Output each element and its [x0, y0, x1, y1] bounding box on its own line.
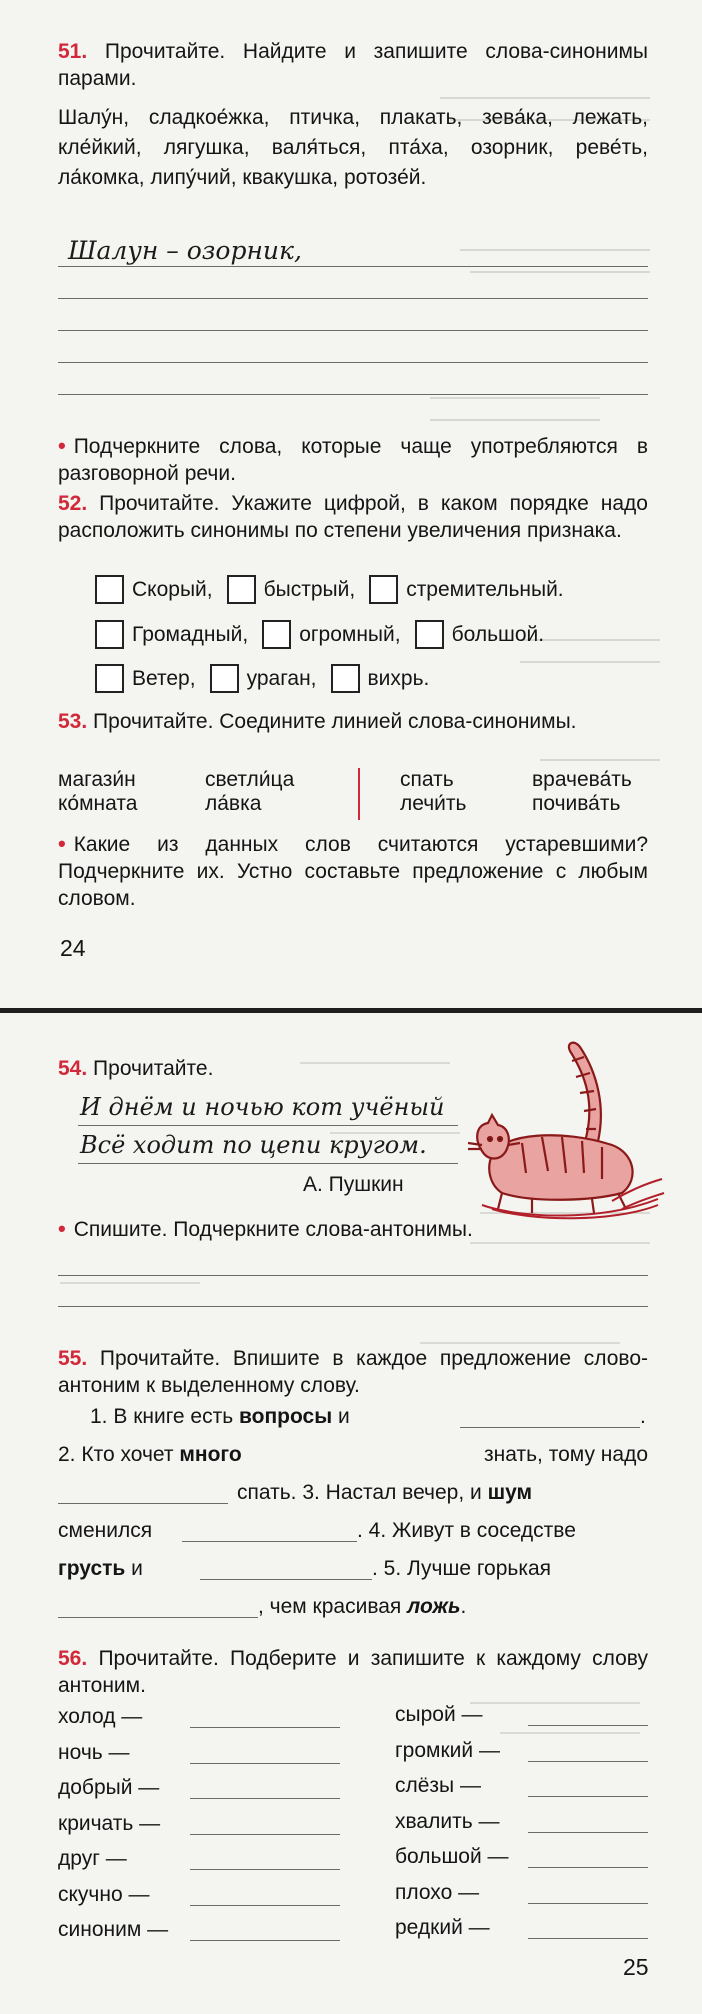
ex53-column-1 — [58, 768, 137, 816]
ex56-answer-line[interactable] — [190, 1940, 340, 1941]
ex56-text: Прочитайте. Подберите и запишите к каждому слову антоним. — [58, 1647, 648, 1697]
ex51-handwritten-answer: Шалун – озорник, — [68, 236, 302, 265]
ex52-word: Ветер, — [132, 666, 196, 690]
ex54-number: 54. — [58, 1057, 88, 1080]
ex56-dash: — — [99, 1847, 127, 1870]
ex55-s1-tail: и — [332, 1405, 350, 1428]
ex53-word[interactable]: почива́ть — [532, 792, 621, 815]
ex55-s5-tail: . 5. Лучше горькая — [372, 1557, 552, 1580]
ex55-text: Прочитайте. Впишите в каждое предложение слово-антоним к выделенному слову. — [58, 1347, 648, 1397]
ex53-word[interactable]: светли́ца — [205, 768, 295, 791]
ex56-right-row — [395, 1774, 481, 1798]
ex55-sentence-4b — [357, 1519, 576, 1543]
ex55-sentence-1 — [90, 1405, 350, 1429]
ex56-instruction — [58, 1645, 648, 1699]
ex51-words-part2: квакушка, ротозе́й. — [242, 166, 427, 189]
ex56-dash: — — [115, 1705, 143, 1728]
ex56-word: редкий — [395, 1916, 463, 1939]
ex55-instruction — [58, 1345, 648, 1399]
ex56-word: добрый — [58, 1776, 133, 1799]
ex55-blank-2[interactable] — [58, 1503, 228, 1504]
ex52-rank-box[interactable] — [227, 575, 256, 604]
ex56-right-row — [395, 1881, 479, 1905]
ex56-word: холод — [58, 1705, 116, 1728]
ex51-answer-line-5[interactable] — [58, 394, 648, 395]
ex56-answer-line[interactable] — [190, 1869, 340, 1870]
ex56-answer-line[interactable] — [528, 1938, 648, 1939]
ex52-word: Громадный, — [132, 622, 249, 646]
ex56-left-row — [58, 1918, 168, 1942]
ex55-sentence-2 — [58, 1443, 648, 1467]
ex56-right-row — [395, 1703, 483, 1727]
ex55-highlight-word: вопросы — [239, 1405, 333, 1428]
bullet-icon: • — [58, 1216, 66, 1241]
ex56-answer-line[interactable] — [190, 1834, 340, 1835]
ex56-left-row — [58, 1705, 142, 1729]
page-number: 24 — [60, 935, 86, 961]
ex53-instruction — [58, 708, 648, 735]
ex56-answer-line[interactable] — [528, 1867, 648, 1868]
ex53-number: 53. — [58, 710, 88, 733]
ex53-task-text: Какие из данных слов считаются устаревшими? Подчеркните их. Устно составьте предложение с любым словом. — [58, 833, 648, 910]
ex56-answer-line[interactable] — [528, 1725, 648, 1726]
ex52-number: 52. — [58, 492, 88, 515]
ex55-s5-text: и — [125, 1557, 143, 1580]
page-number: 25 — [623, 1954, 649, 1980]
ex54-text: Прочитайте. — [93, 1057, 214, 1080]
ex56-dash: — — [454, 1774, 481, 1797]
ex54-answer-line-1[interactable] — [58, 1275, 648, 1276]
ex55-s4-text: сменился — [58, 1519, 153, 1542]
ex56-left-row — [58, 1883, 149, 1907]
ex51-answer-line-3[interactable] — [58, 330, 648, 331]
ex51-answer-line-2[interactable] — [58, 298, 648, 299]
ex52-rank-box[interactable] — [415, 620, 444, 649]
ex55-blank-4[interactable] — [200, 1579, 372, 1580]
ex56-word: слёзы — [395, 1774, 455, 1797]
ex56-dash: — — [481, 1845, 509, 1868]
ex55-s2-tail: знать, тому надо — [484, 1443, 648, 1466]
ex52-row-1 — [95, 575, 578, 604]
ex51-text: Прочитайте. Найдите и запишите слова-синонимы парами. — [58, 40, 648, 90]
ex56-answer-line[interactable] — [190, 1763, 340, 1764]
ex56-right-row — [395, 1845, 509, 1869]
ex54-task — [58, 1215, 648, 1243]
ex51-task — [58, 432, 648, 487]
ex53-word[interactable]: ла́вка — [205, 792, 262, 815]
ex52-instruction — [58, 490, 648, 544]
ex56-answer-line[interactable] — [528, 1832, 648, 1833]
ex56-left-row — [58, 1812, 160, 1836]
ex56-answer-line[interactable] — [190, 1798, 340, 1799]
ex55-sentence-5b — [372, 1557, 551, 1581]
poem-line-2: Всё ходит по цепи кругом. — [80, 1131, 427, 1159]
ex55-highlight-word: шум — [487, 1481, 533, 1504]
ex56-dash: — — [141, 1918, 169, 1941]
ex56-dash: — — [455, 1703, 483, 1726]
ex56-left-row — [58, 1847, 127, 1871]
ex56-dash: — — [132, 1776, 160, 1799]
ex52-rank-box[interactable] — [210, 664, 239, 693]
ex56-dash: — — [102, 1740, 130, 1764]
poem-underline-2 — [78, 1163, 458, 1164]
ex55-s6-text: , чем красивая — [258, 1595, 408, 1618]
ex55-s3-text: спать. 3. Настал вечер, и — [237, 1481, 488, 1504]
ex52-row-2 — [95, 620, 558, 649]
ex51-words-part1: Шалу́н, сладкое́жка, птичка, плакать, зева́ка, лежать, кле́йкий, лягушка, валя́ться, пта́ха, озорник, реве́ть, ла́комка, липу́чий, — [58, 106, 648, 189]
ex55-sentence-5a — [58, 1557, 143, 1581]
ex52-word: большой. — [451, 622, 545, 646]
ex56-word: хвалить — [395, 1809, 473, 1833]
ex53-column-2 — [205, 768, 294, 816]
ex52-word: Скорый, — [132, 577, 213, 601]
ex56-right-row — [395, 1739, 500, 1763]
ex54-answer-line-2[interactable] — [58, 1306, 648, 1307]
ex56-right-row — [395, 1810, 500, 1834]
ex56-word: синоним — [58, 1918, 142, 1941]
ex56-word: друг — [58, 1847, 100, 1870]
ex56-word: скучно — [58, 1882, 123, 1906]
ex56-word: ночь — [58, 1740, 103, 1764]
cat-illustration — [462, 1033, 667, 1223]
ex53-task — [58, 830, 648, 912]
ex56-dash: — — [473, 1738, 500, 1762]
ex56-word: сырой — [395, 1703, 456, 1726]
ex55-blank-1[interactable] — [460, 1427, 640, 1428]
ex51-number: 51. — [58, 40, 88, 63]
ex52-rank-box[interactable] — [331, 664, 360, 693]
ex56-dash: — — [133, 1811, 161, 1835]
ex55-s1-text: 1. В книге есть — [90, 1405, 239, 1428]
ex56-dash: — — [462, 1916, 490, 1939]
ex53-column-3 — [400, 768, 466, 816]
ex55-blank-5[interactable] — [58, 1617, 258, 1618]
ex53-text: Прочитайте. Соедините линией слова-синонимы. — [93, 710, 577, 733]
ex51-task-text: Подчеркните слова, которые чаще употребляются в разговорной речи. — [58, 435, 648, 485]
ex51-answer-line-4[interactable] — [58, 362, 648, 363]
ex55-number: 55. — [58, 1347, 88, 1370]
ex55-period: . — [640, 1405, 646, 1428]
ex52-word: ураган, — [246, 666, 317, 690]
ex55-highlight-word: ложь — [407, 1595, 461, 1618]
ex53-divider — [358, 768, 360, 820]
ex52-rank-box[interactable] — [262, 620, 291, 649]
ex56-number: 56. — [58, 1647, 88, 1670]
ex56-word: плохо — [395, 1880, 453, 1904]
ex53-word[interactable]: лечи́ть — [400, 792, 467, 815]
workbook-page-25 — [0, 1013, 702, 2014]
ex55-s2-text: 2. Кто хочет — [58, 1443, 180, 1466]
poem-underline-1 — [78, 1125, 458, 1126]
ex56-answer-line[interactable] — [528, 1796, 648, 1797]
ex55-sentence-6 — [258, 1595, 466, 1619]
ex56-answer-line[interactable] — [190, 1727, 340, 1728]
ex55-highlight-word: много — [179, 1443, 242, 1466]
ex56-word: кричать — [58, 1811, 134, 1835]
ex52-rank-box[interactable] — [95, 664, 124, 693]
ex55-sentence-4a — [58, 1519, 152, 1543]
ex53-word[interactable]: магази́н — [58, 768, 136, 791]
ex52-row-3 — [95, 664, 443, 693]
ex55-s4-tail: . 4. Живут в соседстве — [357, 1519, 576, 1542]
ex51-instruction — [58, 38, 648, 92]
ex55-highlight-word: грусть — [58, 1557, 126, 1580]
ex56-left-row — [58, 1741, 130, 1765]
ex55-s6-tail: . — [460, 1595, 467, 1618]
ex55-blank-3[interactable] — [182, 1541, 357, 1542]
ex56-word: большой — [395, 1845, 482, 1868]
ex56-dash: — — [472, 1809, 500, 1833]
ex51-answer-line-1[interactable] — [58, 266, 648, 267]
ex56-answer-line[interactable] — [528, 1903, 648, 1904]
ex52-text: Прочитайте. Укажите цифрой, в каком порядке надо расположить синонимы по степени увеличения признака. — [58, 492, 648, 542]
ex51-word-list — [58, 103, 648, 193]
ex52-word: вихрь. — [367, 666, 430, 690]
ex56-right-row — [395, 1916, 490, 1940]
ex52-rank-box[interactable] — [95, 575, 124, 604]
ex52-rank-box[interactable] — [95, 620, 124, 649]
ex52-rank-box[interactable] — [369, 575, 398, 604]
ex56-answer-line[interactable] — [528, 1761, 648, 1762]
ex52-word: стремительный. — [406, 577, 564, 601]
ex56-left-row — [58, 1776, 159, 1800]
ex53-word[interactable]: врачева́ть — [532, 768, 632, 791]
ex55-sentence-3 — [237, 1481, 532, 1505]
ex53-word[interactable]: спать — [400, 768, 454, 791]
ex53-column-4 — [532, 768, 632, 816]
poem-line-1: И днём и ночью кот учёный — [80, 1093, 445, 1121]
ex56-dash: — — [452, 1880, 480, 1904]
ex56-word: громкий — [395, 1738, 474, 1762]
ex56-answer-line[interactable] — [190, 1905, 340, 1906]
ex52-word: быстрый, — [263, 577, 356, 601]
bullet-icon: • — [58, 831, 66, 856]
ex56-dash: — — [122, 1882, 150, 1906]
ex52-word: огромный, — [299, 622, 401, 646]
poem-author: А. Пушкин — [303, 1173, 404, 1196]
ex54-task-text: Спишите. Подчеркните слова-антонимы. — [73, 1218, 473, 1241]
bullet-icon: • — [58, 433, 66, 458]
ex53-word[interactable]: ко́мната — [58, 792, 138, 815]
